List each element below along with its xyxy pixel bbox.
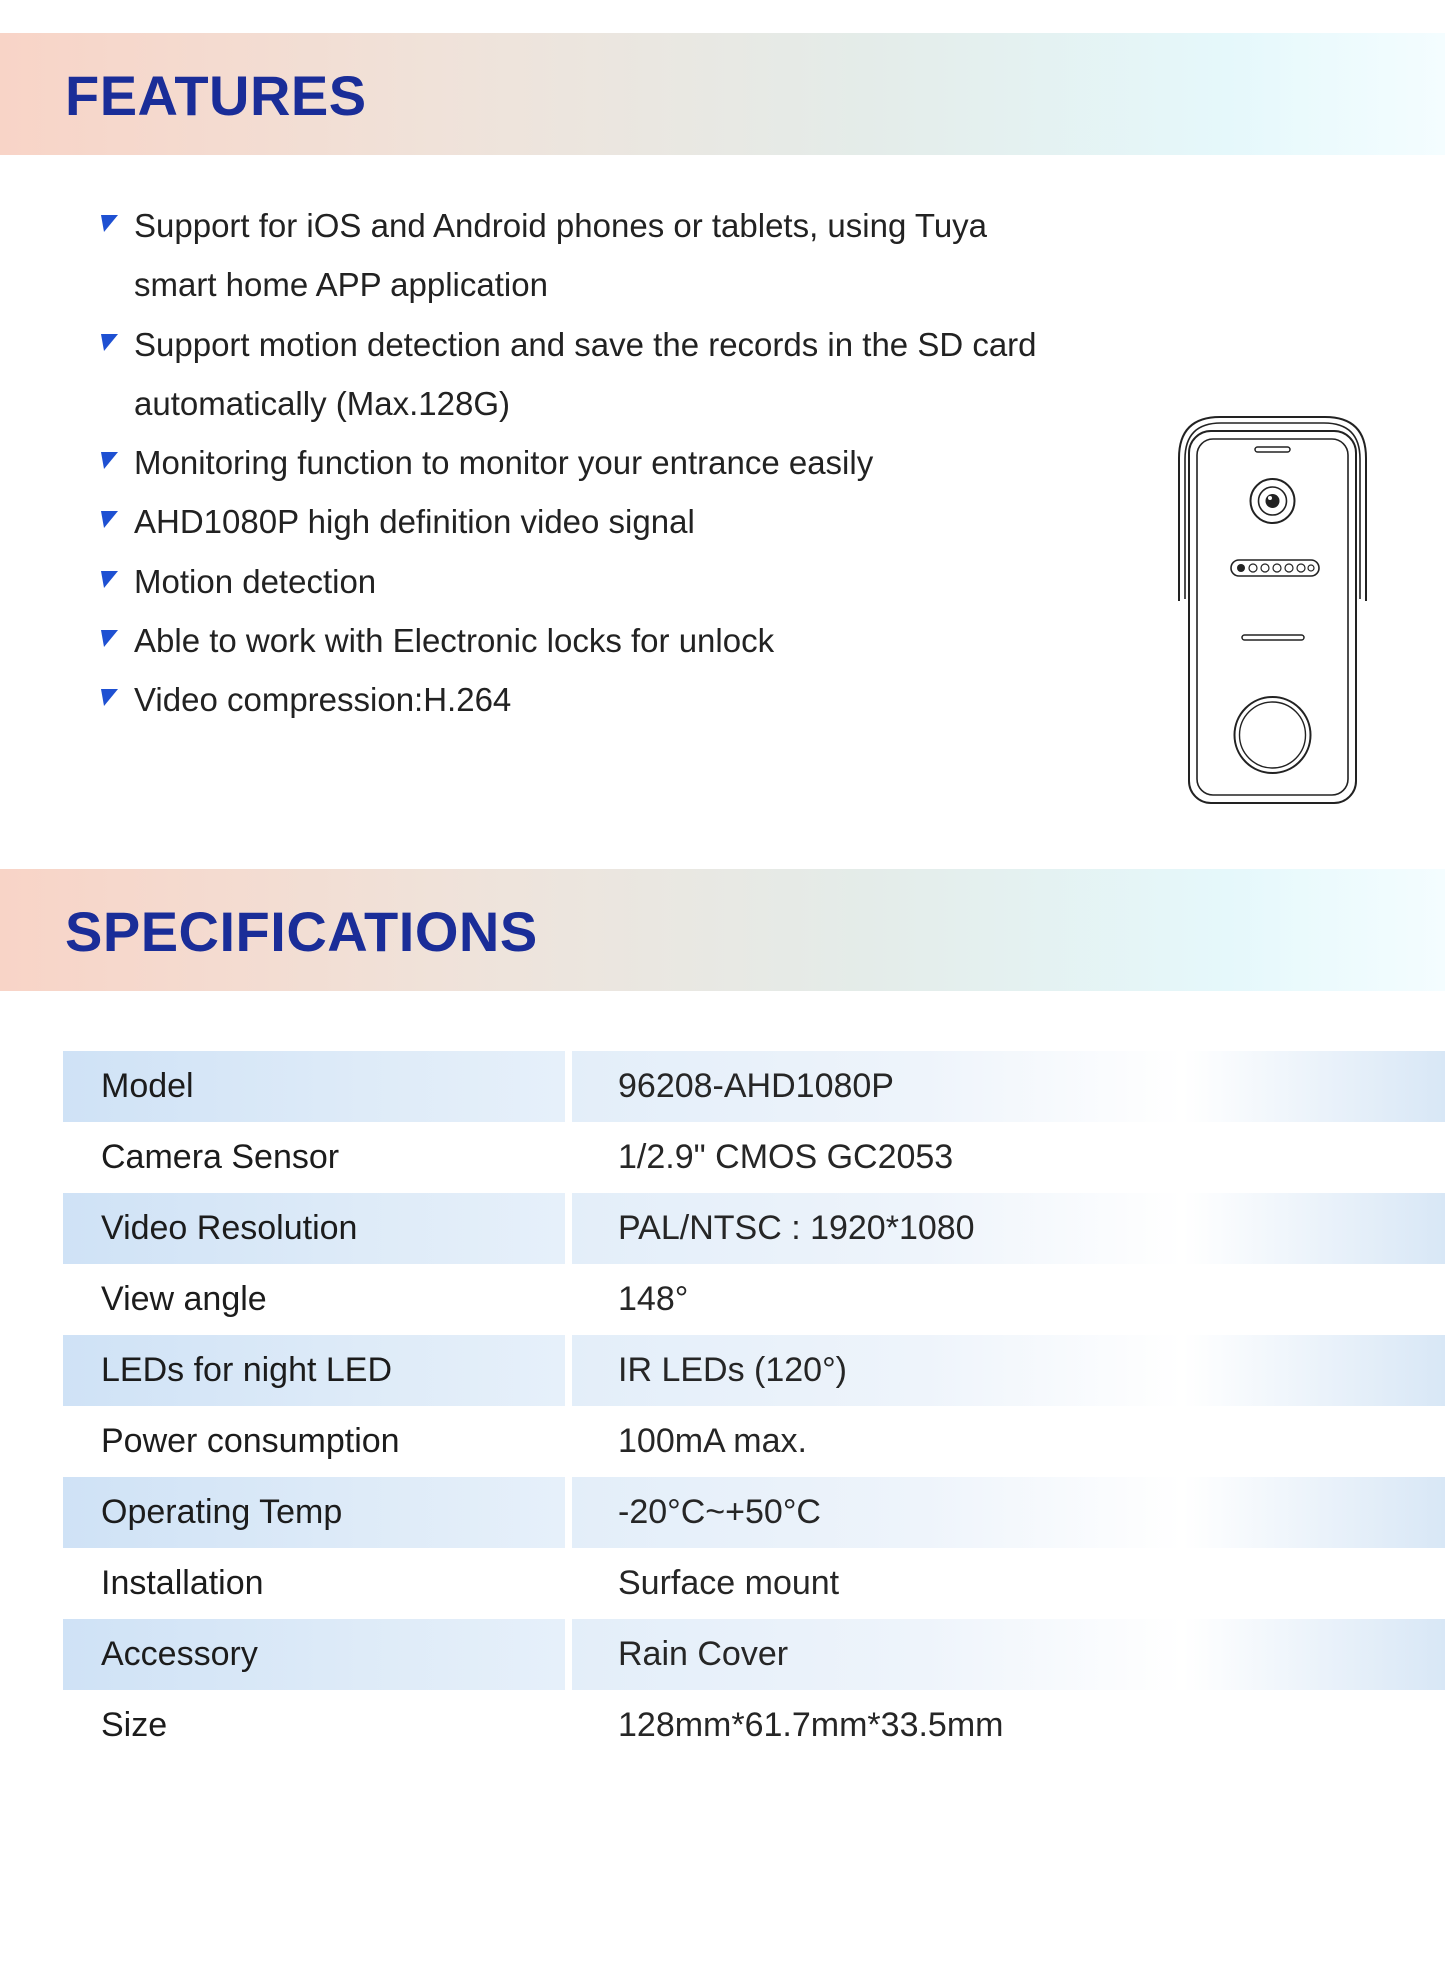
spec-label: Video Resolution: [63, 1193, 565, 1264]
spec-row-size: [63, 1690, 1445, 1761]
spec-label: Installation: [101, 1564, 264, 1602]
spec-value: 148°: [618, 1280, 689, 1318]
spec-row-accessory: [63, 1619, 1445, 1690]
spec-value: 128mm*61.7mm*33.5mm: [618, 1706, 1004, 1744]
spec-value: -20°C~+50°C: [572, 1477, 1445, 1548]
spec-label: LEDs for night LED: [63, 1335, 565, 1406]
spec-value: Rain Cover: [572, 1619, 1445, 1690]
feature-text-continued: automatically (Max.128G): [134, 384, 510, 422]
spec-value: IR LEDs (120°): [572, 1335, 1445, 1406]
spec-value: 1/2.9" CMOS GC2053: [618, 1138, 954, 1176]
bullet-icon: [101, 334, 118, 351]
bullet-icon: [101, 630, 118, 647]
feature-item: [98, 315, 1058, 434]
spec-row-camera-sensor: [63, 1122, 1445, 1193]
feature-text: AHD1080P high definition video signal: [134, 503, 695, 541]
feature-item: [98, 611, 1058, 670]
feature-text: Able to work with Electronic locks for unlock: [134, 622, 775, 660]
spec-label: Model: [63, 1051, 565, 1122]
spec-row-operating-temp: [63, 1477, 1445, 1548]
feature-text: Support for iOS and Android phones or tablets, using Tuya: [134, 207, 988, 244]
bullet-icon: [101, 571, 118, 588]
spec-label: Operating Temp: [63, 1477, 565, 1548]
spec-label: View angle: [101, 1280, 267, 1318]
feature-item: [98, 492, 1058, 551]
features-heading: FEATURES: [65, 64, 367, 127]
feature-text: Support motion detection and save the records in the SD card: [134, 325, 1037, 363]
feature-text-continued: smart home APP application: [134, 266, 548, 304]
feature-item: [98, 433, 1058, 492]
spec-value: 96208-AHD1080P: [572, 1051, 1445, 1122]
spec-row-installation: [63, 1548, 1445, 1619]
feature-text: Motion detection: [134, 562, 377, 600]
spec-row-night-leds: [63, 1335, 1445, 1406]
feature-text: Monitoring function to monitor your entrance easily: [134, 444, 874, 482]
bullet-icon: [101, 215, 118, 232]
spec-value: 100mA max.: [618, 1422, 807, 1460]
spec-row-power-consumption: [63, 1406, 1445, 1477]
spec-row-video-resolution: [63, 1193, 1445, 1264]
specifications-heading: SPECIFICATIONS: [65, 900, 538, 963]
doorbell-device-illustration: [1165, 413, 1380, 813]
features-header-band: [0, 33, 1445, 155]
bullet-icon: [101, 511, 118, 528]
spec-value: PAL/NTSC : 1920*1080: [572, 1193, 1445, 1264]
spec-row-view-angle: [63, 1264, 1445, 1335]
feature-item: [98, 670, 1058, 729]
spec-row-model: [63, 1051, 1445, 1122]
spec-label: Camera Sensor: [101, 1138, 340, 1176]
feature-text: Video compression:H.264: [134, 681, 512, 719]
feature-item: [98, 196, 1058, 315]
bullet-icon: [101, 689, 118, 706]
features-list: [98, 196, 1058, 730]
bullet-icon: [101, 452, 118, 469]
spec-value: Surface mount: [618, 1564, 840, 1602]
spec-label: Size: [101, 1706, 168, 1744]
specifications-table: [63, 1051, 1445, 1761]
spec-label: Power consumption: [101, 1422, 400, 1460]
specifications-header-band: [0, 869, 1445, 991]
feature-item: [98, 552, 1058, 611]
spec-label: Accessory: [63, 1619, 565, 1690]
